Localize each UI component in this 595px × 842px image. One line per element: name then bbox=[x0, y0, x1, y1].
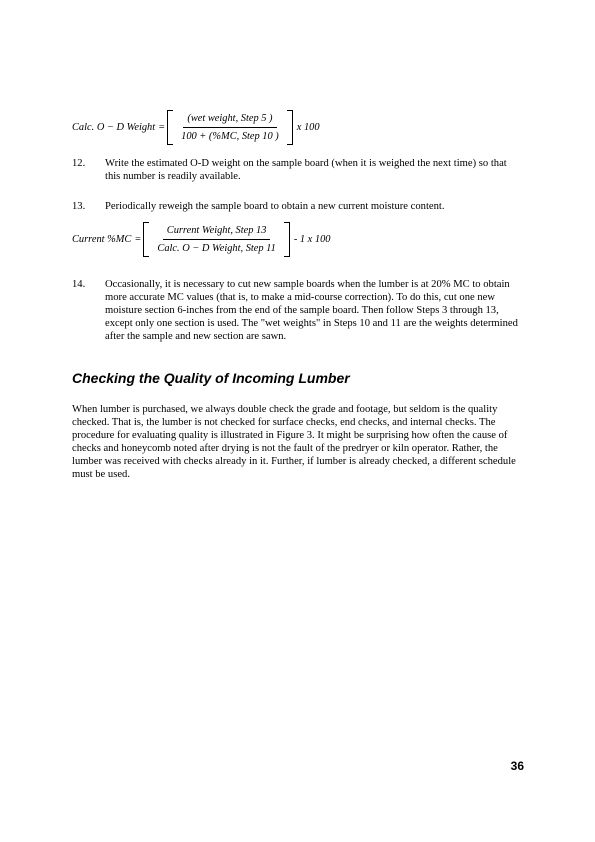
equals-sign: = bbox=[134, 234, 142, 245]
section-heading: Checking the Quality of Incoming Lumber bbox=[72, 370, 350, 386]
equation-od-weight bbox=[72, 110, 320, 145]
section-paragraph: When lumber is purchased, we always double check the grade and footage, but seldom is the quality checked. That is, the lumber is not checked for surface checks, end checks, and internal checks. The procedure for evaluating quality is illustrated in Figure 3. It might be surprising how often the cause of checks and honeycomb noted after drying is not the fault of the predryer or kiln operator. Rather, the lumber was received with checks already in it. Further, if lumber is already checked, a different schedule must be used. bbox=[72, 404, 516, 480]
fraction-denominator: Calc. O − D Weight, Step 11 bbox=[157, 243, 276, 254]
step-number: 13. bbox=[72, 201, 86, 212]
right-bracket bbox=[287, 110, 293, 145]
equals-sign: = bbox=[158, 122, 166, 133]
equation-lhs: Current %MC bbox=[72, 234, 132, 245]
right-bracket bbox=[284, 222, 290, 257]
step-text: Occasionally, it is necessary to cut new sample boards when the lumber is at 20% MC to obtain more accurate MC values (that is, to make a mid-course correction). To do this, cut one new moisture section 6-inches from the end of the sample board. Then follow Steps 3 through 13, except only one section is used. The "wet weights" in Steps 10 and 11 are the weights determined after the sample and new section are sawn. bbox=[105, 279, 518, 342]
equation-tail: - 1 x 100 bbox=[293, 234, 331, 245]
fraction bbox=[173, 110, 287, 145]
equation-bracket bbox=[143, 222, 289, 257]
step-number: 14. bbox=[72, 279, 86, 290]
equation-bracket bbox=[167, 110, 293, 145]
step-number: 12. bbox=[72, 158, 86, 169]
page-number: 36 bbox=[510, 759, 524, 773]
fraction bbox=[149, 222, 283, 257]
fraction-numerator: Current Weight, Step 13 bbox=[163, 224, 271, 240]
equation-lhs: Calc. O − D Weight bbox=[72, 122, 156, 133]
equation-tail: x 100 bbox=[296, 122, 320, 133]
fraction-numerator: (wet weight, Step 5 ) bbox=[183, 112, 276, 128]
step-text: Periodically reweigh the sample board to obtain a new current moisture content. bbox=[105, 201, 445, 212]
equation-current-mc bbox=[72, 222, 330, 257]
fraction-denominator: 100 + (%MC, Step 10 ) bbox=[181, 131, 279, 142]
step-text: Write the estimated O-D weight on the sample board (when it is weighed the next time) so that this number is readily available. bbox=[105, 158, 507, 182]
